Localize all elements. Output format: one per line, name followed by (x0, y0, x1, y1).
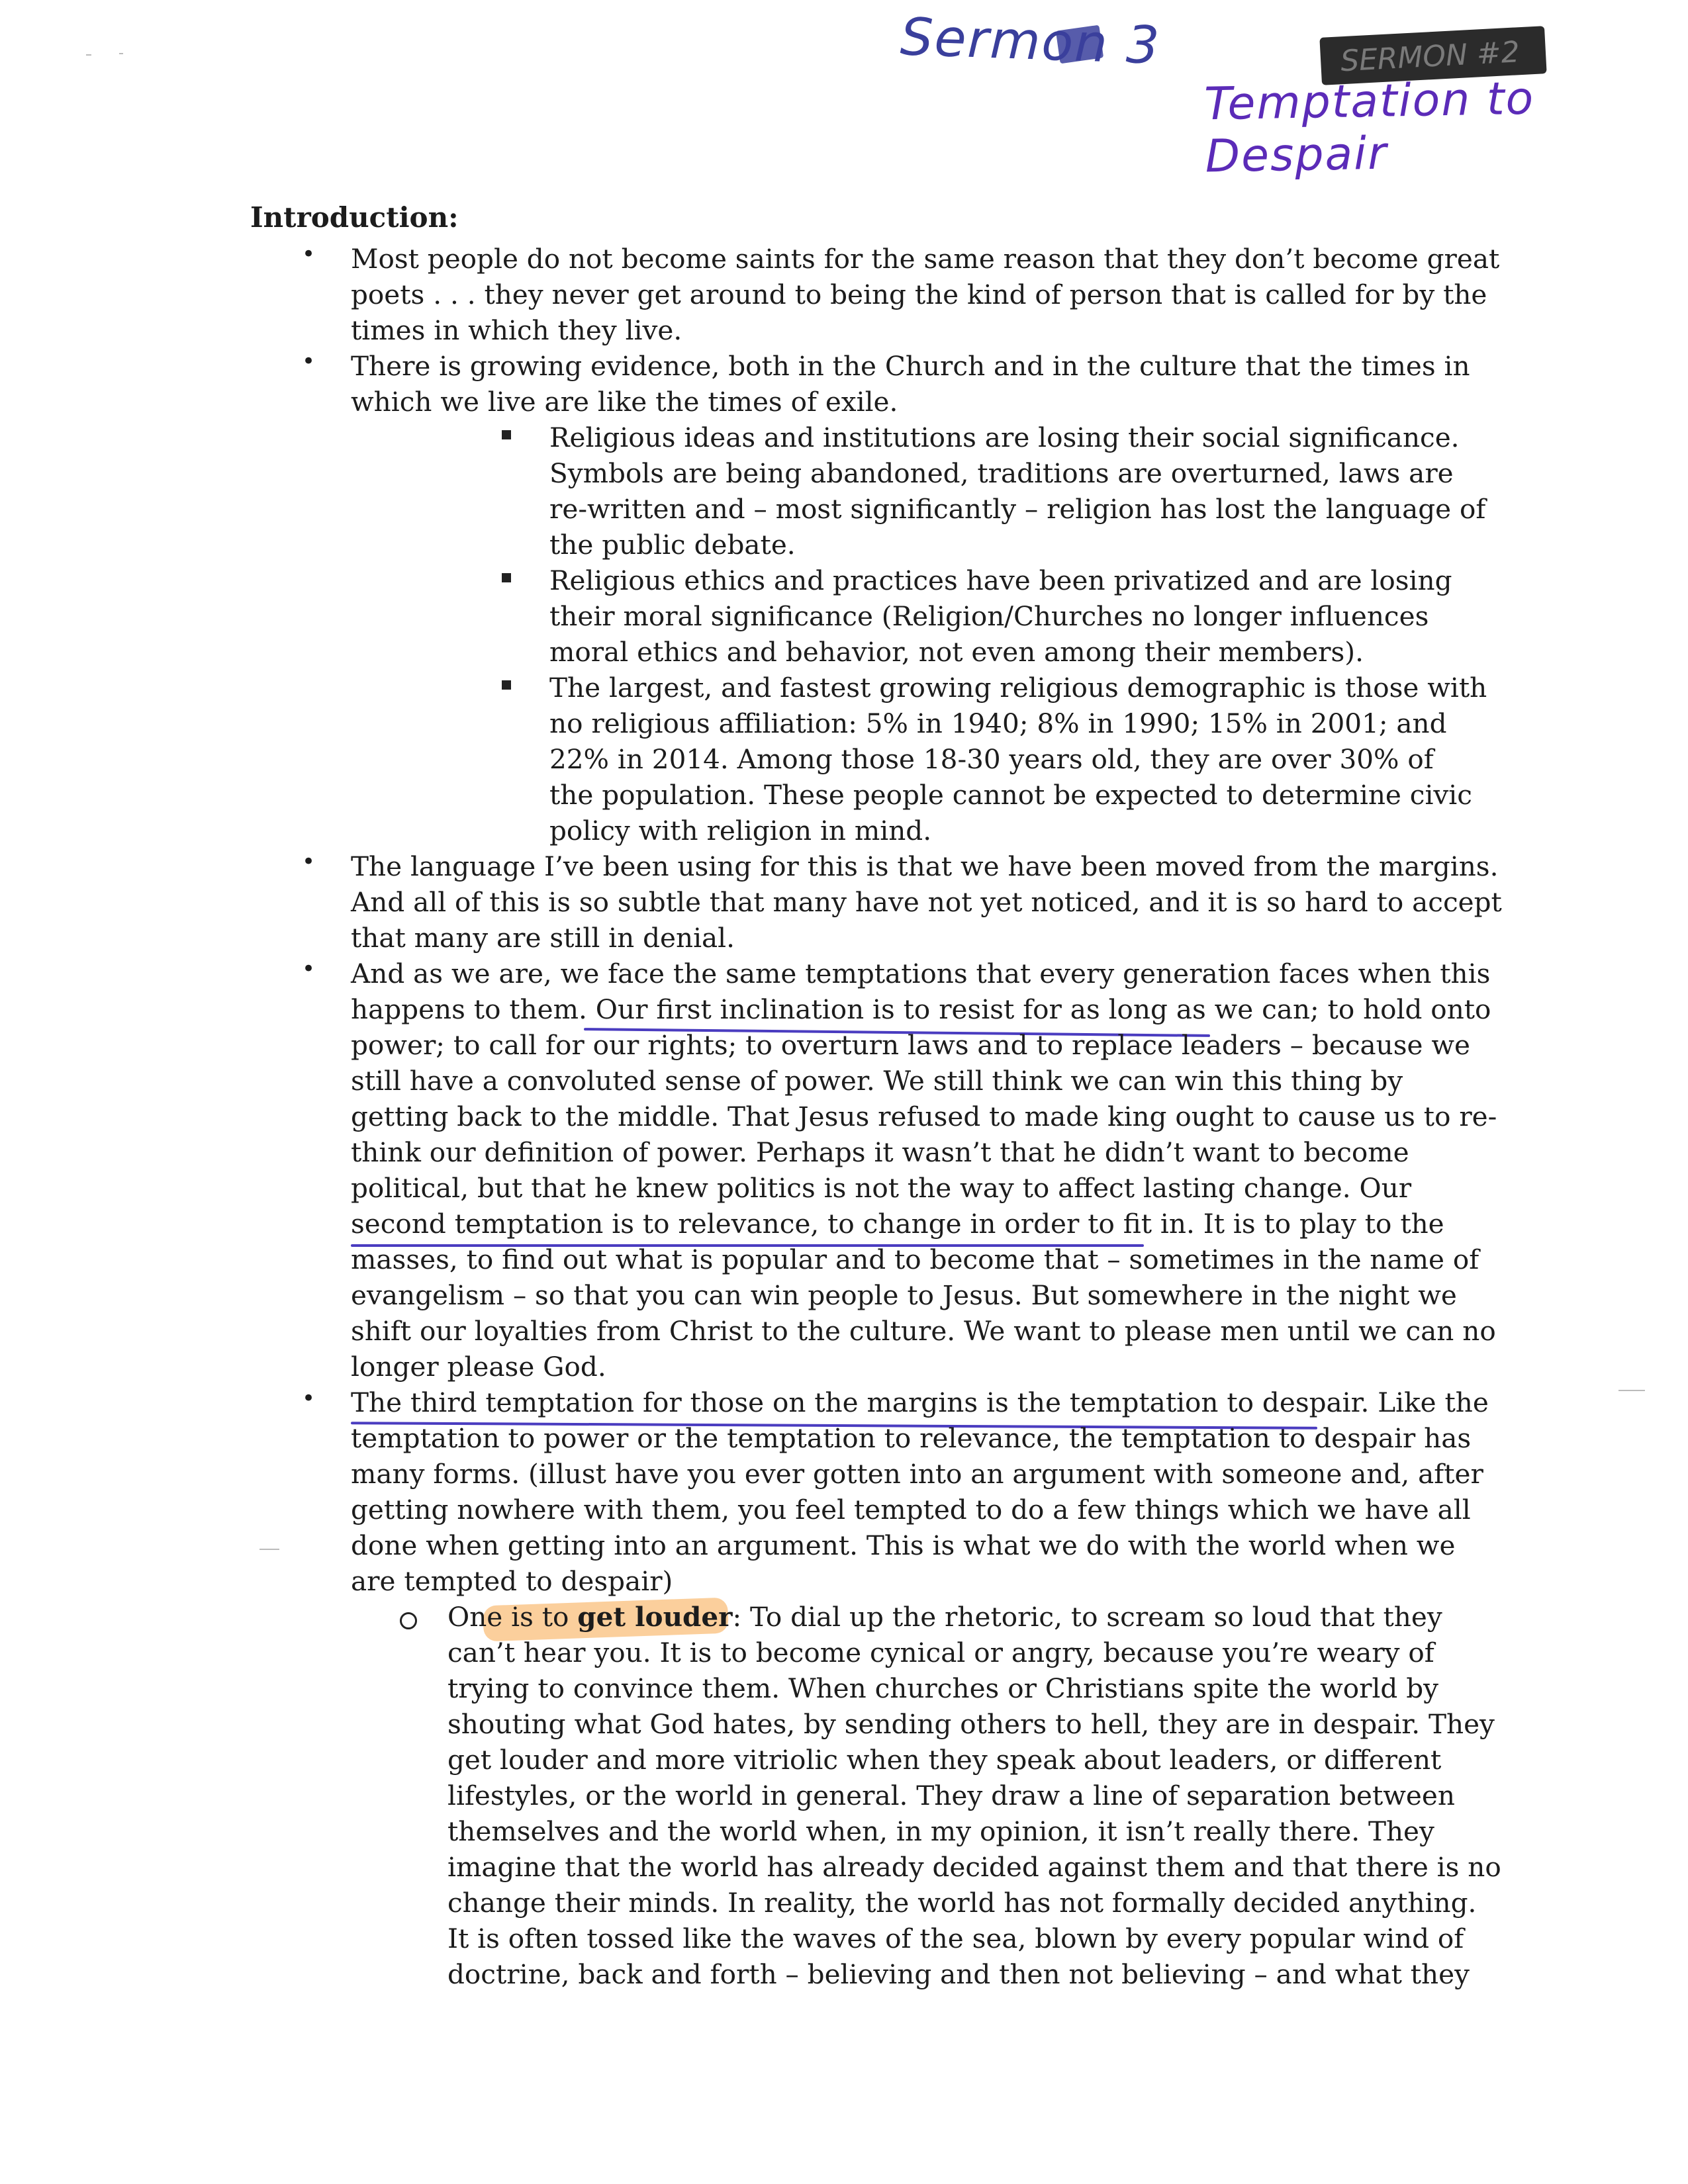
text-line: shouting what God hates, by sending others to hell, they are in despair. They (447, 1708, 1495, 1740)
text-line: Symbols are being abandoned, traditions are overturned, laws are (549, 457, 1454, 489)
handwritten-title: Sermon 3 (899, 7, 1162, 76)
scan-speck (1618, 1390, 1645, 1391)
text-line: imagine that the world has already decided against them and that there is no (447, 1851, 1501, 1883)
text-line: re-written and – most significantly – religion has lost the language of (549, 493, 1486, 525)
text-line: the public debate. (549, 529, 796, 561)
bullet-dot: • (302, 348, 316, 375)
text-line: And all of this is so subtle that many have not yet noticed, and it is so hard to accept (351, 886, 1502, 918)
text-line: get louder and more vitriolic when they speak about leaders, or different (447, 1744, 1442, 1776)
scan-speck (259, 1549, 279, 1550)
text-line: many forms. (illust have you ever gotten into an argument with someone and, after (351, 1458, 1483, 1490)
text-line: times in which they live. (351, 314, 682, 346)
text-line-subbullet (447, 1599, 1442, 1635)
text-line: And as we are, we face the same temptations that every generation faces when this (351, 958, 1491, 989)
text-line: masses, to find out what is popular and to become that – sometimes in the name of (351, 1244, 1479, 1275)
struck-out-text: SERMON #2 (1339, 35, 1521, 79)
text-line: change their minds. In reality, the world has not formally decided anything. (447, 1887, 1477, 1919)
text-line: political, but that he knew politics is not the way to affect lasting change. Our (351, 1172, 1412, 1204)
text-line: There is growing evidence, both in the Church and in the culture that the times in (351, 350, 1470, 382)
text-line: Religious ethics and practices have been privatized and are losing (549, 565, 1452, 596)
scan-speck (119, 53, 123, 54)
text-line: are tempted to despair) (351, 1565, 673, 1597)
text-line: power; to call for our rights; to overturn laws and to replace leaders – because we (351, 1029, 1470, 1061)
text-line: evangelism – so that you can win people to Jesus. But somewhere in the night we (351, 1279, 1457, 1311)
text-line: which we live are like the times of exile. (351, 386, 898, 418)
scan-speck (86, 54, 91, 56)
text-line: moral ethics and behavior, not even among their members). (549, 636, 1364, 668)
text-line: Religious ideas and institutions are losing their social significance. (549, 422, 1460, 453)
text-line: lifestyles, or the world in general. They draw a line of separation between (447, 1780, 1455, 1811)
text-line: themselves and the world when, in my opinion, it isn’t really there. They (447, 1815, 1434, 1847)
text-line: happens to them. Our first inclination is to resist for as long as we can; to hold onto (351, 993, 1491, 1025)
text-line: shift our loyalties from Christ to the culture. We want to please men until we can no (351, 1315, 1496, 1347)
text-line: second temptation is to relevance, to change in order to fit in. It is to play to the (351, 1208, 1444, 1240)
bullet-square (502, 573, 511, 582)
lead-text: One is to (447, 1601, 578, 1633)
text-line: The third temptation for those on the margins is the temptation to despair. Like the (351, 1387, 1489, 1418)
text-line: the population. These people cannot be expected to determine civic (549, 779, 1472, 811)
text-line: 22% in 2014. Among those 18-30 years old, they are over 30% of (549, 743, 1434, 775)
bullet-dot: • (302, 241, 316, 267)
text-line: The language I’ve been using for this is that we have been moved from the margins. (351, 850, 1499, 882)
text-line: trying to convince them. When churches or Christians spite the world by (447, 1672, 1439, 1704)
text-line: Most people do not become saints for the same reason that they don’t become great (351, 243, 1500, 275)
text-line: It is often tossed like the waves of the sea, blown by every popular wind of (447, 1923, 1464, 1954)
bullet-square (502, 430, 511, 439)
text-line: think our definition of power. Perhaps it wasn’t that he didn’t want to become (351, 1136, 1409, 1168)
bold-phrase: get louder (577, 1601, 733, 1633)
text-line: their moral significance (Religion/Churches no longer influences (549, 600, 1429, 632)
bullet-dot: • (302, 956, 316, 982)
text-line: that many are still in denial. (351, 922, 735, 954)
bullet-circle (400, 1612, 417, 1629)
text-line: no religious affiliation: 5% in 1940; 8% in 1990; 15% in 2001; and (549, 707, 1447, 739)
bullet-dot: • (302, 1385, 316, 1412)
text-line: poets . . . they never get around to being the kind of person that is called for by the (351, 279, 1487, 310)
text-fragment: To dial up the rhetoric, to scream so loud that they (749, 1601, 1442, 1633)
text-line: can’t hear you. It is to become cynical or angry, because you’re weary of (447, 1637, 1434, 1668)
handwritten-subtitle: Temptation to Despair (1203, 72, 1535, 183)
text-line: getting nowhere with them, you feel tempted to do a few things which we have all (351, 1494, 1471, 1525)
colon: : (732, 1601, 742, 1633)
text-line: getting back to the middle. That Jesus refused to made king ought to cause us to re- (351, 1101, 1497, 1132)
bullet-dot: • (302, 848, 316, 875)
text-line: policy with religion in mind. (549, 815, 932, 846)
text-line: still have a convoluted sense of power. We still think we can win this thing by (351, 1065, 1403, 1097)
text-line: doctrine, back and forth – believing and then not believing – and what they (447, 1958, 1470, 1990)
section-heading: Introduction: (250, 201, 459, 234)
text-line: done when getting into an argument. This is what we do with the world when we (351, 1529, 1456, 1561)
text-line: The largest, and fastest growing religious demographic is those with (549, 672, 1487, 704)
bullet-square (502, 680, 511, 690)
text-line: longer please God. (351, 1351, 606, 1383)
text-line: temptation to power or the temptation to relevance, the temptation to despair has (351, 1422, 1472, 1454)
